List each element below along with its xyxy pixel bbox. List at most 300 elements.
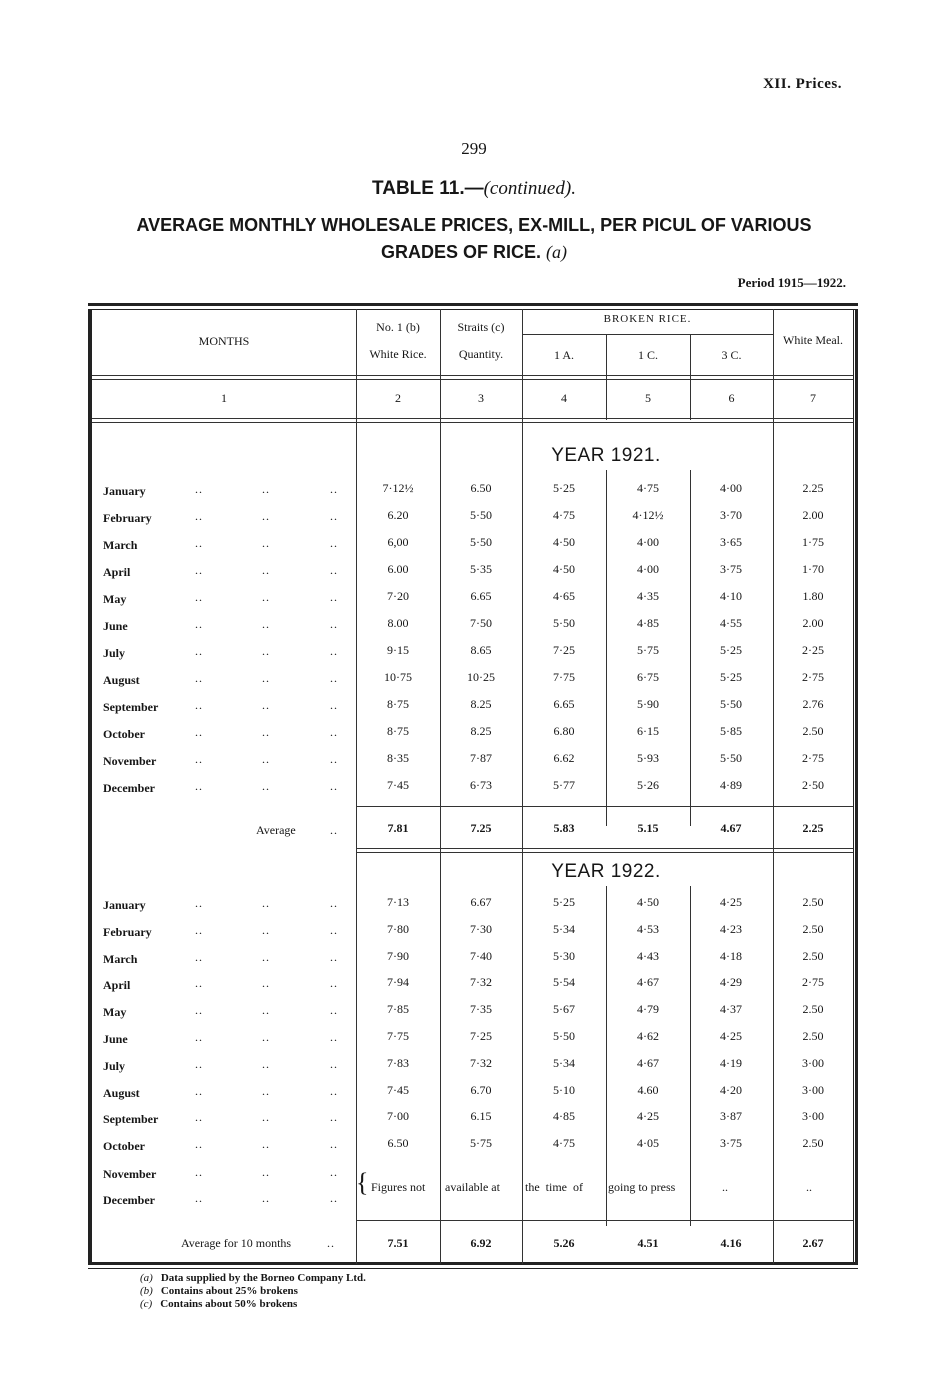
- table-cell: 8.65: [470, 643, 492, 657]
- leader-dots: ..: [330, 1137, 338, 1152]
- table-cell: 7·00: [387, 1109, 409, 1124]
- leader-dots: ..: [330, 1003, 338, 1018]
- table-cell: 5·75: [637, 643, 659, 657]
- leader-dots: ..: [262, 1083, 270, 1098]
- average-rule-1922: [356, 1220, 853, 1221]
- table-border-right: [853, 309, 858, 1264]
- col-divider: [606, 886, 607, 1226]
- table-cell: 4·55: [720, 616, 742, 630]
- month-label: July: [103, 1058, 126, 1073]
- table-cell: 5·50: [720, 697, 742, 711]
- table-cell: 8.00: [387, 616, 409, 630]
- table-cell: 7·80: [387, 921, 409, 936]
- table-cell: 4·37: [720, 1002, 742, 1017]
- table-cell: 5·50: [470, 508, 492, 522]
- footnote-mark: (a): [140, 1272, 153, 1284]
- colnum-rule: [92, 418, 853, 423]
- leader-dots: ..: [262, 671, 270, 685]
- table-cell: 4·19: [720, 1055, 742, 1070]
- table-cell: 6.00: [387, 562, 409, 576]
- month-label: April: [103, 565, 131, 579]
- table-cell: 5·25: [720, 670, 742, 684]
- leader-dots: ..: [262, 1191, 270, 1205]
- table-cell: 2.50: [802, 1136, 824, 1151]
- leader-dots: ..: [262, 590, 270, 604]
- leader-dots: ..: [330, 896, 338, 910]
- table-cell: 4·00: [637, 535, 659, 549]
- table-cell: 5·67: [553, 1002, 575, 1017]
- table-cell: 4·43: [637, 948, 659, 963]
- col-number: 4: [561, 391, 567, 405]
- col-divider: [690, 470, 691, 826]
- month-label: January: [103, 484, 146, 498]
- table-cell: 5·35: [470, 562, 492, 576]
- leader-dots: ..: [195, 896, 203, 910]
- year-heading-1922: YEAR 1922.: [551, 861, 661, 882]
- table-cell: 4·75: [553, 508, 575, 522]
- year-rule-1922: [356, 848, 853, 853]
- footnote-text: Contains about 50% brokens: [160, 1298, 298, 1310]
- leader-dots: ..: [195, 725, 203, 739]
- footnote-text: Data supplied by the Borneo Company Ltd.: [160, 1272, 366, 1284]
- table-cell: 7·20: [387, 589, 409, 603]
- leader-dots: ..: [262, 482, 270, 496]
- average-cell: 2.67: [802, 1236, 824, 1250]
- table-cell: 5·25: [720, 643, 742, 657]
- table-cell: 4·29: [720, 975, 742, 990]
- table-cell: 2.50: [802, 921, 824, 936]
- table-cell: 7·94: [387, 975, 409, 990]
- table-cell: 7·87: [470, 751, 492, 765]
- leader-dots: ..: [195, 1056, 203, 1071]
- month-label: August: [103, 673, 140, 687]
- col-number: 5: [645, 391, 651, 405]
- leader-dots: ..: [262, 1003, 270, 1018]
- table-border-bottom: [88, 1262, 858, 1265]
- table-cell: 4·20: [720, 1082, 742, 1097]
- table-cell: 5·30: [553, 948, 575, 963]
- table-cell: 4·62: [637, 1029, 659, 1043]
- leader-dots: ..: [262, 896, 270, 910]
- table-cell: 5·50: [553, 1029, 575, 1043]
- table-cell: 4·25: [637, 1109, 659, 1124]
- leader-dots: ..: [195, 1165, 203, 1179]
- leader-dots: ..: [330, 482, 338, 496]
- table-cell: 9·15: [387, 643, 409, 657]
- main-title-line2: GRADES OF RICE.: [380, 242, 541, 262]
- table-cell: 4·67: [637, 1055, 659, 1070]
- table-cell: 5·93: [637, 751, 659, 765]
- leader-dots: ..: [330, 779, 338, 793]
- table-cell: 5·26: [637, 778, 659, 792]
- leader-dots: ..: [330, 671, 338, 685]
- month-label: May: [103, 1005, 127, 1020]
- leader-dots: ..: [195, 482, 203, 496]
- leader-dots: ..: [195, 590, 203, 604]
- col-header-white-meal: White Meal.: [783, 333, 843, 347]
- table-cell: 4·18: [720, 948, 742, 963]
- leader-dots: ..: [195, 536, 203, 550]
- table-cell: 4·23: [720, 921, 742, 936]
- table-cell: 6.80: [553, 724, 575, 738]
- average-cell: 5.26: [553, 1236, 575, 1250]
- average-cell: 4.16: [720, 1236, 742, 1250]
- table-cell: 6.15: [470, 1109, 492, 1124]
- table-cell: 2.00: [802, 616, 824, 630]
- table-cell: 7·32: [470, 975, 492, 990]
- table-cell: 7·50: [470, 616, 492, 630]
- col-header-straits-line2: Quantity.: [458, 347, 504, 361]
- table-cell: 4·65: [553, 589, 575, 603]
- table-cell: 7·90: [387, 948, 409, 963]
- table-cell: 2·75: [802, 975, 824, 990]
- table-cell: 4·05: [637, 1136, 659, 1151]
- table-cell: 7·75: [553, 670, 575, 684]
- table-cell: 4·89: [720, 778, 742, 792]
- table-cell: 7·12½: [382, 481, 414, 495]
- table-cell: 4·25: [720, 895, 742, 909]
- month-label: January: [103, 898, 146, 912]
- average-cell: 7.25: [470, 821, 492, 835]
- section-heading: XII. Prices.: [763, 76, 842, 92]
- leader-dots: ..: [330, 725, 338, 739]
- leader-dots: ..: [195, 752, 203, 766]
- leader-dots: ..: [330, 644, 338, 658]
- leader-dots: ..: [330, 1083, 338, 1098]
- col-divider: [356, 309, 357, 1264]
- year-heading-1921: YEAR 1921.: [551, 445, 661, 466]
- table-cell: 4·12½: [632, 508, 664, 522]
- table-cell: 7·40: [470, 948, 492, 963]
- col-divider: [773, 309, 774, 1264]
- col-header-months: MONTHS: [198, 334, 250, 348]
- table-cell: 2·75: [802, 670, 824, 684]
- leader-dots: ..: [262, 976, 270, 991]
- table-cell: 5·85: [720, 724, 742, 738]
- table-cell: 5·34: [553, 1055, 575, 1070]
- table-border-bottom-inner: [88, 1268, 858, 1269]
- table-border-top-inner: [88, 309, 858, 310]
- table-cell: 5·50: [553, 616, 575, 630]
- table-cell: 3·75: [720, 1136, 742, 1151]
- table-cell: 4.60: [637, 1082, 659, 1097]
- table-cell: 5·54: [553, 975, 575, 990]
- footnote-item: [140, 1272, 366, 1285]
- month-label: February: [103, 511, 152, 525]
- table-cell: 4·75: [637, 481, 659, 495]
- month-label: November: [103, 754, 157, 768]
- na-text-3: the time of: [525, 1180, 583, 1194]
- leader-dots: ..: [330, 976, 338, 991]
- table-cell: 4·79: [637, 1002, 659, 1017]
- na-text-5: ..: [722, 1180, 728, 1194]
- leader-dots: ..: [262, 509, 270, 523]
- na-text-4: going to press: [608, 1180, 676, 1194]
- leader-dots: ..: [330, 1110, 338, 1125]
- table-continued: (continued).: [483, 178, 576, 199]
- table-cell: 5·10: [553, 1082, 575, 1097]
- table-cell: 7·45: [387, 1082, 409, 1097]
- leader-dots: ..: [262, 1165, 270, 1179]
- table-cell: 4·00: [720, 481, 742, 495]
- table-cell: 2.50: [802, 1029, 824, 1043]
- na-text-1: Figures not: [371, 1180, 426, 1194]
- table-cell: 3·87: [720, 1109, 742, 1124]
- table-cell: 6.67: [470, 895, 492, 909]
- leader-dots: ..: [262, 536, 270, 550]
- table-cell: 1·70: [802, 562, 824, 576]
- table-cell: 4·75: [553, 1136, 575, 1151]
- month-label: October: [103, 1139, 145, 1154]
- leader-dots: ..: [262, 1110, 270, 1125]
- table-cell: 3·00: [802, 1055, 824, 1070]
- month-label: March: [103, 951, 138, 966]
- month-label: March: [103, 538, 138, 552]
- month-label: August: [103, 1085, 140, 1100]
- month-label: December: [103, 1193, 155, 1207]
- leader-dots: ..: [330, 590, 338, 604]
- table-cell: 3·70: [720, 508, 742, 522]
- month-label: May: [103, 592, 127, 606]
- table-cell: 3·65: [720, 535, 742, 549]
- period-label: Period 1915—1922.: [737, 275, 846, 290]
- leader-dots: ..: [195, 949, 203, 964]
- average-cell: 2.25: [802, 821, 824, 835]
- table-cell: 10·25: [467, 670, 495, 684]
- average-rule-1921: [356, 806, 853, 807]
- table-cell: 7·25: [470, 1029, 492, 1043]
- table-cell: 5·25: [553, 895, 575, 909]
- table-cell: 5·50: [720, 751, 742, 765]
- col-header-1c: 1 C.: [637, 348, 658, 362]
- table-cell: 2.00: [802, 508, 824, 522]
- leader-dots: ..: [330, 922, 338, 937]
- table-cell: 6.62: [553, 751, 575, 765]
- table-cell: 2.50: [802, 1002, 824, 1017]
- table-cell: 4·50: [637, 895, 659, 909]
- table-label: TABLE 11.—: [372, 178, 484, 199]
- leader-dots: ..: [262, 617, 270, 631]
- table-cell: 8·75: [387, 724, 409, 738]
- table-cell: 6,00: [387, 535, 409, 549]
- leader-dots: ..: [195, 1003, 203, 1018]
- leader-dots: ..: [195, 671, 203, 685]
- month-label: April: [103, 978, 131, 993]
- month-label: October: [103, 727, 145, 741]
- leader-dots: ..: [330, 1056, 338, 1071]
- footnote-text: Contains about 25% brokens: [160, 1285, 298, 1297]
- leader-dots: ..: [262, 922, 270, 937]
- table-cell: 7·45: [387, 778, 409, 792]
- table-cell: 7·13: [387, 895, 409, 909]
- average-cell: 5.15: [637, 821, 659, 835]
- leader-dots: ..: [330, 949, 338, 964]
- broken-rice-rule: [522, 334, 773, 335]
- col-divider: [690, 886, 691, 1226]
- leader-dots: ..: [262, 752, 270, 766]
- table-cell: 5·34: [553, 921, 575, 936]
- month-label: September: [103, 1112, 159, 1127]
- average-cell: 4.51: [637, 1236, 659, 1250]
- month-label: September: [103, 700, 159, 714]
- table-cell: 2.76: [802, 697, 824, 711]
- col-number: 2: [395, 391, 401, 405]
- table-cell: 2.50: [802, 724, 824, 738]
- leader-dots: ..: [330, 536, 338, 550]
- leader-dots: ..: [195, 698, 203, 712]
- leader-dots: ..: [195, 779, 203, 793]
- average-label-1922: Average for 10 months: [181, 1236, 292, 1250]
- table-cell: 1·75: [802, 535, 824, 549]
- na-text-2: available at: [445, 1180, 500, 1194]
- month-label: June: [103, 619, 128, 633]
- table-cell: 4·00: [637, 562, 659, 576]
- leader-dots: ..: [195, 1110, 203, 1125]
- month-label: June: [103, 1032, 128, 1046]
- average-cell: 7.81: [387, 821, 409, 835]
- average-dots: ..: [330, 823, 338, 837]
- month-label: July: [103, 646, 126, 660]
- table-cell: 6·15: [637, 724, 659, 738]
- col-divider: [440, 309, 441, 1264]
- table-cell: 4·53: [637, 921, 659, 936]
- table-border-top: [88, 303, 858, 306]
- table-cell: 4·10: [720, 589, 742, 603]
- table-cell: 7·85: [387, 1002, 409, 1017]
- month-label: November: [103, 1167, 157, 1181]
- header-rule: [92, 375, 853, 380]
- leader-dots: ..: [330, 698, 338, 712]
- footnote-item: [140, 1298, 297, 1311]
- leader-dots: ..: [330, 563, 338, 577]
- col-header-no1-line2: White Rice.: [369, 347, 427, 361]
- leader-dots: ..: [195, 617, 203, 631]
- average-cell: 6.92: [470, 1236, 492, 1250]
- col-number: 6: [728, 391, 735, 405]
- leader-dots: ..: [195, 922, 203, 937]
- table-cell: 6.50: [470, 481, 492, 495]
- table-border-left: [88, 309, 92, 1264]
- table-cell: 5·77: [553, 778, 575, 792]
- table-cell: 5·25: [553, 481, 575, 495]
- main-title-line1: AVERAGE MONTHLY WHOLESALE PRICES, EX-MILL, PER PICUL OF VARIOUS: [136, 215, 812, 235]
- table-cell: 3·00: [802, 1082, 824, 1097]
- average-cell: 4.67: [720, 821, 742, 835]
- leader-dots: ..: [262, 1030, 270, 1044]
- col-header-1a: 1 A.: [553, 348, 574, 362]
- average-label-1921: Average: [256, 823, 296, 837]
- table-cell: 4·67: [637, 975, 659, 990]
- brace-icon: {: [356, 1168, 369, 1197]
- table-cell: 6·73: [470, 778, 492, 792]
- table-cell: 3·75: [720, 562, 742, 576]
- table-cell: 4·35: [637, 589, 659, 603]
- table-cell: 7·25: [553, 643, 575, 657]
- leader-dots: ..: [262, 725, 270, 739]
- table-cell: 4·85: [553, 1109, 575, 1124]
- table-title: [0, 178, 948, 200]
- leader-dots: ..: [262, 563, 270, 577]
- table-cell: 2·50: [802, 778, 824, 792]
- leader-dots: ..: [195, 1137, 203, 1152]
- table-cell: 4·50: [553, 562, 575, 576]
- table-cell: 3·00: [802, 1109, 824, 1124]
- leader-dots: ..: [262, 698, 270, 712]
- col-header-no1-line1: No. 1 (b): [376, 320, 420, 334]
- leader-dots: ..: [195, 1030, 203, 1044]
- leader-dots: ..: [262, 1056, 270, 1071]
- footnote-mark: (c): [140, 1298, 153, 1310]
- table-cell: 7·35: [470, 1002, 492, 1017]
- average-dots: ..: [327, 1236, 335, 1250]
- col-header-broken-rice: BROKEN RICE.: [603, 313, 692, 325]
- table-cell: 1.80: [802, 589, 824, 603]
- table-cell: 7·75: [387, 1029, 409, 1043]
- main-title: [118, 212, 830, 266]
- leader-dots: ..: [262, 644, 270, 658]
- table-cell: 8.25: [470, 724, 492, 738]
- leader-dots: ..: [262, 779, 270, 793]
- table-cell: 6·75: [637, 670, 659, 684]
- table-cell: 4·50: [553, 535, 575, 549]
- col-number: 3: [478, 391, 484, 405]
- leader-dots: ..: [330, 1191, 338, 1205]
- table-cell: 6.70: [470, 1082, 492, 1097]
- leader-dots: ..: [330, 752, 338, 766]
- leader-dots: ..: [195, 563, 203, 577]
- table-cell: 8·75: [387, 697, 409, 711]
- table-cell: 6.65: [470, 589, 492, 603]
- leader-dots: ..: [330, 1165, 338, 1179]
- table-cell: 4·25: [720, 1029, 742, 1043]
- table-cell: 2.50: [802, 948, 824, 963]
- leader-dots: ..: [195, 509, 203, 523]
- col-number: 1: [221, 391, 227, 405]
- table-cell: 7·32: [470, 1055, 492, 1070]
- table-cell: 8·35: [387, 751, 409, 765]
- leader-dots: ..: [195, 976, 203, 991]
- table-cell: 6.20: [387, 508, 409, 522]
- leader-dots: ..: [195, 644, 203, 658]
- table-cell: 6.65: [553, 697, 575, 711]
- average-cell: 7.51: [387, 1236, 409, 1250]
- col-header-straits-line1: Straits (c): [457, 320, 505, 334]
- col-divider: [606, 470, 607, 826]
- table-cell: 5·75: [470, 1136, 492, 1151]
- table-cell: 4·85: [637, 616, 659, 630]
- footnote-mark: (b): [140, 1285, 153, 1297]
- table-cell: 2·75: [802, 751, 824, 765]
- table-cell: 10·75: [384, 670, 412, 684]
- table-cell: 5·90: [637, 697, 659, 711]
- table-cell: 7·30: [470, 921, 492, 936]
- table-cell: 2.50: [802, 895, 824, 909]
- table-cell: 7·83: [387, 1055, 409, 1070]
- col-number: 7: [810, 391, 816, 405]
- month-label: February: [103, 924, 152, 939]
- table-cell: 6.50: [387, 1136, 409, 1151]
- footnote-item: [140, 1285, 298, 1298]
- table-cell: 2·25: [802, 643, 824, 657]
- month-label: December: [103, 781, 155, 795]
- leader-dots: ..: [195, 1083, 203, 1098]
- leader-dots: ..: [330, 617, 338, 631]
- leader-dots: ..: [330, 1030, 338, 1044]
- table-cell: 5·50: [470, 535, 492, 549]
- leader-dots: ..: [330, 509, 338, 523]
- na-text-6: ..: [806, 1180, 812, 1194]
- table-cell: 8.25: [470, 697, 492, 711]
